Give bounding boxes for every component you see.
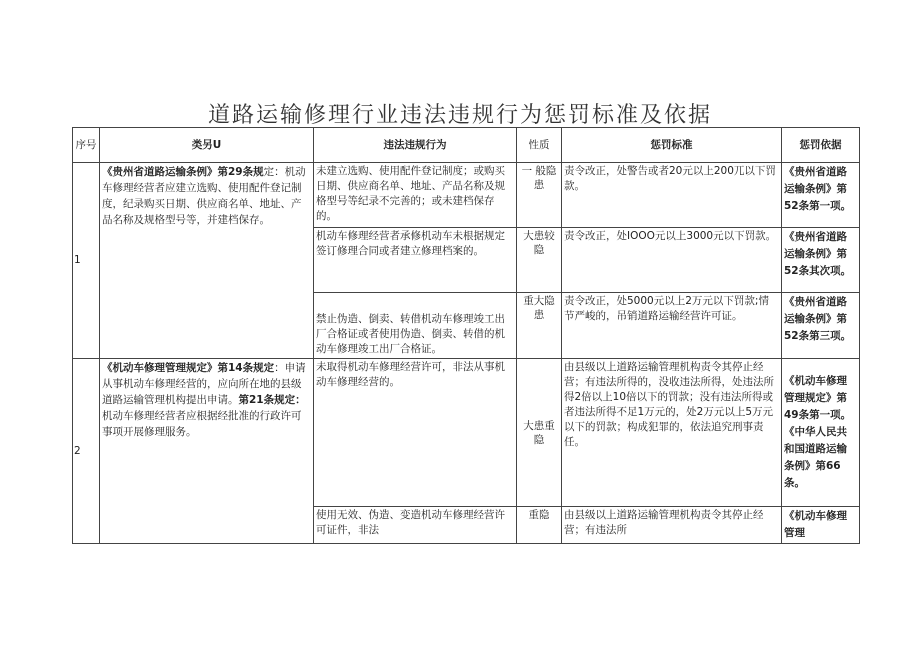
behavior-cell: 未建立选购、使用配件登记制度；或购买日期、供应商名单、地址、产品名称及规格型号等纪录不完善的；或未建档保存的。 [314, 163, 517, 228]
basis-cell: 《机动车修理管理 [782, 507, 860, 544]
header-standard: 惩罚标准 [562, 128, 782, 163]
category-text: 定：机动车修理经营者应建立选购、使用配件登记制度，纪录购买日期、供应商名单、地址、产品名称及规格型号等，并建档保存。 [102, 166, 306, 226]
basis-cell: 《贵州省道路运输条例》第52条第三项。 [782, 293, 860, 359]
category-rule: 《贵州省道路运输条例》第29条规 [102, 166, 264, 178]
basis-line-2: 《中华人民共和国道路运输条例》第66条。 [784, 426, 847, 489]
behavior-cell: 未取得机动车修理经营许可，非法从事机动车修理经营的。 [314, 359, 517, 507]
row-seq: 1 [73, 163, 100, 359]
standard-cell: 责令改正，处警告或者20元以上200兀以下罚款。 [562, 163, 782, 228]
table-row [73, 163, 860, 228]
nature-cell: 一 般隐 患 [517, 163, 562, 228]
basis-cell: 《贵州省道路运输条例》第52条第一项。 [782, 163, 860, 228]
category-rule: 《机动车修理管理规定》第14条规 [102, 362, 264, 374]
category-text-2: 机动车修理经营者应根据经批准的行政许可事项开展修理服务。 [102, 410, 302, 438]
header-behavior: 违法违规行为 [314, 128, 517, 163]
document-title: 道路运输修理行业违法违规行为惩罚标准及依据 [207, 103, 712, 128]
basis-cell [782, 359, 860, 507]
header-seq: 序号 [73, 128, 100, 163]
header-nature: 性质 [517, 128, 562, 163]
basis-cell: 《贵州省道路运输条例》第52条其次项。 [782, 228, 860, 293]
category-text: ：申请从事机动车修理经营的，应向所在地的县级道路运输管理机构提出申请。 [102, 362, 306, 406]
header-category: 类另U [100, 128, 314, 163]
basis-line-1: 《机动车修理管理规定》第49条第一项。 [784, 375, 852, 421]
standard-cell: 由县级以上道路运输管理机构责令其停止经营；有违法所 [562, 507, 782, 544]
behavior-cell: 机动车修理经营者承修机动车未根据规定签订修理合同或者建立修理档案的。 [314, 228, 517, 293]
nature-cell: 重隐 [517, 507, 562, 544]
behavior-cell: 禁止伪造、倒卖、转借机动车修理竣工出厂合格证或者使用伪造、倒卖、转借的机动车修理竣工出厂合格证。 [314, 293, 517, 359]
table-row [73, 359, 860, 507]
category-rule-tail: 定 [263, 362, 275, 374]
standard-cell: 责令改正，处5000元以上2万元以下罚款;情节严峻的，吊销道路运输经营许可证。 [562, 293, 782, 359]
table-header-row [73, 128, 860, 163]
category-cell [100, 359, 314, 544]
row-seq: 2 [73, 359, 100, 544]
nature-cell: 大患重隐 [517, 359, 562, 507]
category-rule-2: 第21条规定： [238, 394, 306, 406]
category-cell [100, 163, 314, 359]
penalty-table [72, 127, 860, 544]
header-basis: 惩罚依据 [782, 128, 860, 163]
nature-cell: 重大隐患 [517, 293, 562, 359]
standard-cell: 责令改正，处IOOO元以上3000元以下罚款。 [562, 228, 782, 293]
standard-cell: 由县级以上道路运输管理机构责令其停止经营；有违法所得的，没收违法所得，处违法所得2倍以上10倍以下的罚款；没有违法所得或者违法所得不足1万元的，处2万元以上5万元以下的罚款；构成犯罪的，依法追究刑事责任。 [562, 359, 782, 507]
behavior-cell: 使用无效、伪造、变造机动车修理经营许可证件，非法 [314, 507, 517, 544]
nature-cell: 大患较隐 [517, 228, 562, 293]
